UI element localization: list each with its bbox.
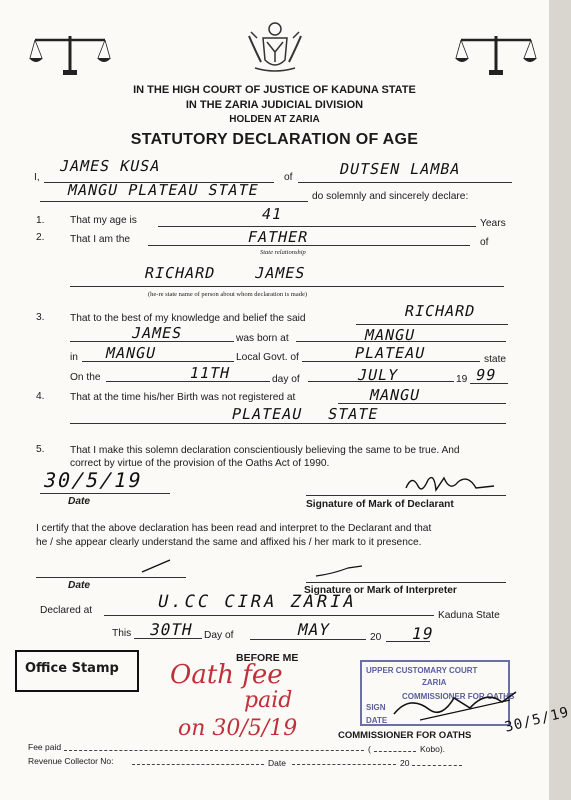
declared-age: 41 xyxy=(260,205,284,223)
declarant-name: JAMES KUSA xyxy=(58,157,163,175)
footer-date-label: Date xyxy=(268,758,286,768)
declare-text: do solemnly and sincerely declare: xyxy=(312,191,469,202)
oath-fee-note-line1: Oath fee xyxy=(170,660,283,690)
in-label: in xyxy=(70,352,78,363)
lga-label: Local Govt. of xyxy=(236,352,299,363)
office-stamp-box xyxy=(15,650,139,692)
declaration-date-value: 30/5/19 xyxy=(41,468,145,492)
before-me-label: BEFORE ME xyxy=(236,652,299,664)
state-label: state xyxy=(484,354,507,365)
child-name-part2: JAMES xyxy=(130,324,185,342)
item5-number: 5. xyxy=(36,444,45,455)
item2-number: 2. xyxy=(36,232,45,243)
oath-fee-note-line2: paid xyxy=(244,688,293,713)
scales-of-justice-right-icon xyxy=(456,36,536,76)
item2-text: That I am the xyxy=(70,234,131,245)
revenue-collector-label: Revenue Collector No: xyxy=(28,756,114,766)
interpreter-signature xyxy=(312,562,372,580)
person-name: RICHARD JAMES xyxy=(143,264,308,282)
commissioner-label: COMMISSIONER FOR OATHS xyxy=(338,730,472,741)
scales-of-justice-left-icon xyxy=(30,36,110,76)
day-of-label: day of xyxy=(272,374,300,385)
declarant-signature-label: Signature of Mark of Declarant xyxy=(306,499,454,510)
item2-of-label: of xyxy=(480,237,489,248)
oath-fee-note-line3: on 30/5/19 xyxy=(178,716,298,741)
unregistered-place1: MANGU xyxy=(368,386,423,404)
unregistered-place2: PLATEAU STATE xyxy=(230,405,381,423)
declared-month-value: MAY xyxy=(295,620,332,639)
office-stamp-label: Office Stamp xyxy=(25,661,119,676)
child-name-part1: RICHARD xyxy=(403,302,478,320)
document-title: STATUTORY DECLARATION OF AGE xyxy=(130,131,419,148)
division-heading: IN THE ZARIA JUDICIAL DIVISION xyxy=(185,99,364,111)
certification-line2: he / she appear clearly understand the same and affixed his / her mark to it presence. xyxy=(36,537,422,548)
footer-year-prefix: 20 xyxy=(400,758,410,768)
declarant-address-line1: DUTSEN LAMBA xyxy=(338,160,463,178)
birth-year-suffix: 99 xyxy=(474,366,498,384)
declared-year-suffix: 19 xyxy=(409,624,436,643)
lga-value: MANGU xyxy=(104,344,159,362)
court-stamp-line2: ZARIA xyxy=(422,678,447,687)
this-label: This xyxy=(112,628,132,639)
item3-text: That to the best of my knowledge and belief the said xyxy=(70,313,306,324)
declaration-document: IN THE HIGH COURT OF JUSTICE OF KADUNA STATE IN THE ZARIA JUDICIAL DIVISION HOLDEN AT ZARIA STATUTORY DECLARATION OF AGE I, JAMES KUSA of DUTSEN LAMBA MANGU PLATEAU STATE do solemnly and sincerely declare: 1. That my age is 41 Years 2. That I am the FATHER of State relationship RICHARD JAMES (he-re state name of person about whom declaration is made) 3. That to the best of my knowledge and belief the said RICHARD JAMES was born at MANGU in MANGU Local Govt. of PLATEAU state On the 11TH day of JULY 19 99 4. That at the time his/her Birth was not registered at MANGU PLATEAU STATE 5. That I make this solemn declaration conscientiously believing the same to be true. And correct by virtue of the provision of the Oaths Act of 1990. 30/5/19 Date Signature of Mark of Declarant I certify that the above declaration has been read and interpret to the Declarant and that he / she appear clearly understand the same and affixed his / her mark to it presence. Date Signature or Mark of Interpreter Declared at U.CC CIRA ZARIA Kaduna State This 30TH Day of MAY 20 19 BEFORE ME Office Stamp Oath fee paid on 30/5/19 UPPER CUSTOMARY COURT ZARIA COMMISSIONER FOR OATHS SIGN DATE COMMISSIONER FOR OATHS 30/5/19 Fee paid ( Kobo). Revenue Collector No: Date 20 xyxy=(0,0,549,800)
interpreter-signature-label: Signature or Mark of Interpreter xyxy=(304,585,457,596)
i-label: I, xyxy=(34,172,40,183)
declared-place: U.CC CIRA ZARIA xyxy=(155,592,359,612)
item4-text: That at the time his/her Birth was not registered at xyxy=(70,392,296,403)
years-label: Years xyxy=(480,218,506,229)
on-the-label: On the xyxy=(70,372,101,383)
relationship-caption: State relationship xyxy=(260,249,306,256)
margin-date-note: 30/5/19 xyxy=(503,704,571,736)
declared-day-value: 30TH xyxy=(147,620,195,639)
court-stamp-line3: COMMISSIONER FOR OATHS xyxy=(402,692,515,701)
item1-number: 1. xyxy=(36,215,45,226)
court-stamp-sign-label: SIGN xyxy=(366,703,386,712)
birth-state-value: PLATEAU xyxy=(353,344,428,362)
court-stamp-line1: UPPER CUSTOMARY COURT xyxy=(366,666,478,675)
kaduna-state-label: Kaduna State xyxy=(438,610,500,621)
declared-at-label: Declared at xyxy=(40,605,93,616)
fee-paid-label: Fee paid xyxy=(28,742,62,752)
birth-month-value: JULY xyxy=(356,366,401,384)
item4-number: 4. xyxy=(36,391,45,402)
coat-of-arms-icon xyxy=(245,20,305,75)
declared-year-prefix: 20 xyxy=(370,632,382,643)
born-at-label: was born at xyxy=(236,333,289,344)
birth-day-value: 11TH xyxy=(188,364,233,382)
item3-number: 3. xyxy=(36,312,45,323)
declarant-address-line2: MANGU PLATEAU STATE xyxy=(66,181,261,199)
item5-text-line2: correct by virtue of the provision of the Oaths Act of 1990. xyxy=(70,458,330,469)
certification-date-label: Date xyxy=(68,580,91,591)
person-caption: (he-re state name of person about whom declaration is made) xyxy=(148,291,308,298)
interpreter-mark xyxy=(140,556,180,574)
declaration-date-label: Date xyxy=(68,496,91,507)
court-stamp-date-label: DATE xyxy=(366,716,388,725)
declared-day-of-label: Day of xyxy=(204,630,234,641)
birth-year-prefix: 19 xyxy=(456,374,468,385)
certification-line1: I certify that the above declaration has been read and interpret to the Declarant and that xyxy=(36,523,432,534)
commissioner-signature xyxy=(390,684,520,724)
relationship-value: FATHER xyxy=(246,228,311,246)
kobo-label: Kobo). xyxy=(420,744,446,754)
of-label: of xyxy=(284,172,293,183)
court-heading: IN THE HIGH COURT OF JUSTICE OF KADUNA STATE xyxy=(133,84,416,96)
item1-text: That my age is xyxy=(70,215,137,226)
item5-text-line1: That I make this solemn declaration conscientiously believing the same to be true. And xyxy=(70,445,460,456)
birth-place: MANGU xyxy=(363,326,418,344)
holden-heading: HOLDEN AT ZARIA xyxy=(229,114,320,125)
